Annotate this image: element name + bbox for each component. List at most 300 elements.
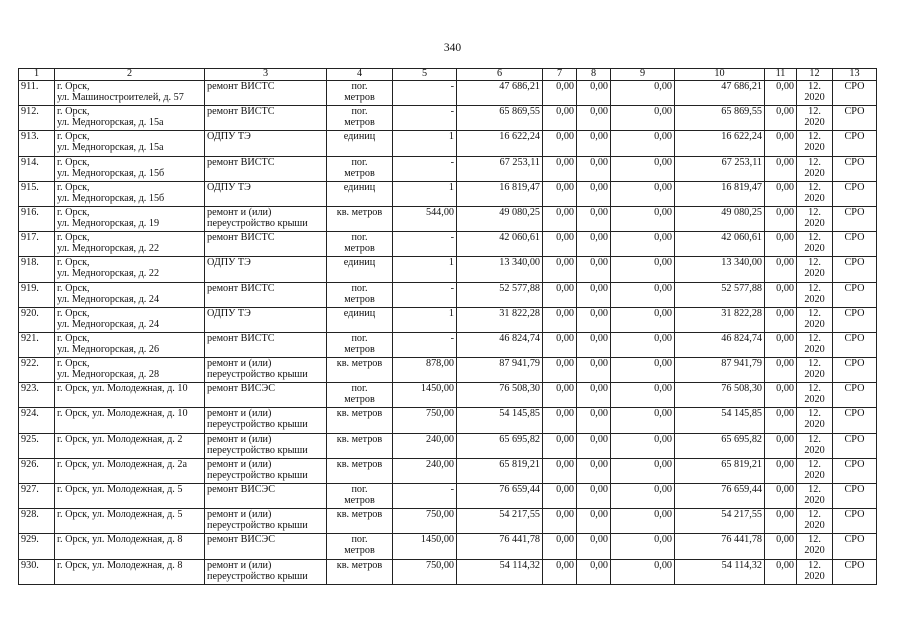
completion-date-cell-text: 2020 (804, 394, 825, 406)
work-type-cell-text: ремонт ВИСТС (207, 282, 275, 294)
column-header-4: 4 (327, 69, 393, 81)
quantity-cell (393, 332, 457, 357)
col10-value-cell (675, 282, 765, 307)
funding-source-cell (833, 131, 877, 156)
table-row (19, 282, 877, 307)
completion-date-cell-text: 2020 (804, 343, 825, 355)
address-cell-text: ул. Медногорская, д. 24 (57, 318, 160, 330)
col10-value-cell (675, 206, 765, 231)
col8-value-cell-text: 0,00 (590, 484, 608, 495)
unit-cell (327, 509, 393, 534)
col8-value-cell (577, 332, 611, 357)
col11-value-cell-text: 0,00 (776, 307, 794, 319)
col11-value-cell (765, 206, 797, 231)
quantity-cell-text: - (450, 106, 454, 118)
total-cost-cell-text: 46 824,74 (499, 332, 540, 344)
work-type-cell (205, 358, 327, 383)
address-cell-text: г. Орск, (57, 282, 90, 294)
col7-value-cell (543, 484, 577, 509)
col11-value-cell-text: 0,00 (776, 358, 794, 370)
total-cost-cell-text: 54 114,32 (499, 559, 540, 571)
quantity-cell (393, 408, 457, 433)
table-row (19, 307, 877, 332)
col8-value-cell-text: 0,00 (590, 408, 608, 420)
funding-source-cell (833, 307, 877, 332)
completion-date-cell (797, 484, 833, 509)
funding-source-cell (833, 106, 877, 131)
col7-value-cell-text: 0,00 (556, 534, 574, 546)
col9-value-cell-text: 0,00 (654, 484, 672, 495)
completion-date-cell-text: 12. (808, 81, 821, 92)
quantity-cell-text: 750,00 (425, 559, 454, 571)
total-cost-cell (457, 509, 543, 534)
unit-cell-text: метров (344, 495, 375, 506)
completion-date-cell (797, 181, 833, 206)
completion-date-cell-text: 2020 (804, 520, 825, 532)
col7-value-cell (543, 458, 577, 483)
address-cell (55, 131, 205, 156)
col11-value-cell (765, 358, 797, 383)
unit-cell-text: метров (344, 243, 375, 255)
unit-cell-text: кв. метров (336, 408, 383, 420)
col10-value-cell (675, 559, 765, 584)
total-cost-cell-text: 13 340,00 (499, 257, 540, 269)
unit-cell (327, 81, 393, 106)
col9-value-cell (611, 509, 675, 534)
row-number-text: 930. (21, 559, 39, 571)
col11-value-cell (765, 106, 797, 131)
col7-value-cell-text: 0,00 (556, 206, 574, 218)
completion-date-cell-text: 2020 (804, 243, 825, 255)
col7-value-cell-text: 0,00 (556, 559, 574, 571)
funding-source-cell-text: СРО (844, 534, 865, 546)
col8-value-cell (577, 559, 611, 584)
work-type-cell-text: переустройство крыши (207, 419, 308, 431)
unit-cell-text: кв. метров (336, 433, 383, 445)
work-type-cell-text: переустройство крыши (207, 444, 308, 456)
table-row (19, 383, 877, 408)
col9-value-cell (611, 131, 675, 156)
col7-value-cell (543, 232, 577, 257)
completion-date-cell (797, 232, 833, 257)
funding-source-cell-text: СРО (844, 383, 865, 395)
col10-value-cell (675, 232, 765, 257)
total-cost-cell-text: 52 577,88 (499, 282, 540, 294)
col9-value-cell-text: 0,00 (654, 106, 672, 118)
row-number-text: 914. (21, 156, 39, 168)
unit-cell (327, 282, 393, 307)
quantity-cell-text: 1 (448, 257, 454, 269)
work-type-cell-text: ремонт ВИСТС (207, 156, 275, 168)
quantity-cell-text: 1450,00 (420, 534, 454, 546)
col7-value-cell-text: 0,00 (556, 257, 574, 269)
row-number-text: 917. (21, 232, 39, 244)
completion-date-cell-text: 2020 (804, 444, 825, 456)
quantity-cell (393, 257, 457, 282)
col8-value-cell (577, 181, 611, 206)
col7-value-cell-text: 0,00 (556, 509, 574, 521)
total-cost-cell (457, 383, 543, 408)
unit-cell-text: кв. метров (336, 559, 383, 571)
unit-cell-text: кв. метров (336, 509, 383, 521)
total-cost-cell (457, 257, 543, 282)
unit-cell (327, 131, 393, 156)
quantity-cell-text: - (450, 81, 454, 92)
address-cell (55, 458, 205, 483)
completion-date-cell-text: 12. (808, 282, 821, 294)
total-cost-cell (457, 484, 543, 509)
address-cell (55, 282, 205, 307)
quantity-cell-text: 1 (448, 181, 454, 193)
funding-source-cell-text: СРО (844, 509, 865, 521)
unit-cell-text: единиц (343, 307, 376, 319)
row-number-text: 927. (21, 484, 39, 495)
work-type-cell-text: ремонт ВИСЭС (207, 383, 276, 395)
unit-cell-text: пог. (351, 383, 368, 395)
work-type-cell-text: ОДПУ ТЭ (207, 181, 251, 193)
unit-cell (327, 307, 393, 332)
col9-value-cell-text: 0,00 (654, 131, 672, 143)
work-type-cell (205, 181, 327, 206)
address-cell-text: г. Орск, (57, 206, 90, 218)
quantity-cell-text: - (450, 484, 454, 495)
total-cost-cell (457, 282, 543, 307)
total-cost-cell-text: 76 659,44 (499, 484, 540, 495)
col10-value-cell (675, 534, 765, 559)
col11-value-cell (765, 383, 797, 408)
unit-cell (327, 232, 393, 257)
quantity-cell (393, 509, 457, 534)
col8-value-cell-text: 0,00 (590, 358, 608, 370)
completion-date-cell (797, 156, 833, 181)
col10-value-cell-text: 76 508,30 (721, 383, 762, 395)
table-row (19, 156, 877, 181)
column-header-1: 1 (19, 69, 55, 81)
total-cost-cell-text: 65 819,21 (499, 458, 540, 470)
completion-date-cell-text: 12. (808, 232, 821, 244)
column-header-6: 6 (457, 69, 543, 81)
col11-value-cell (765, 81, 797, 106)
quantity-cell (393, 81, 457, 106)
col9-value-cell (611, 307, 675, 332)
total-cost-cell (457, 156, 543, 181)
row-number (19, 534, 55, 559)
col7-value-cell (543, 307, 577, 332)
work-type-cell-text: ОДПУ ТЭ (207, 257, 251, 269)
col8-value-cell (577, 383, 611, 408)
unit-cell-text: пог. (351, 106, 368, 118)
col10-value-cell-text: 46 824,74 (721, 332, 762, 344)
funding-source-cell-text: СРО (844, 358, 865, 370)
completion-date-cell-text: 2020 (804, 268, 825, 280)
unit-cell-text: единиц (343, 131, 376, 143)
col10-value-cell-text: 52 577,88 (721, 282, 762, 294)
col8-value-cell (577, 81, 611, 106)
completion-date-cell (797, 408, 833, 433)
funding-source-cell (833, 282, 877, 307)
col11-value-cell-text: 0,00 (776, 257, 794, 269)
completion-date-cell (797, 131, 833, 156)
col9-value-cell-text: 0,00 (654, 332, 672, 344)
col9-value-cell-text: 0,00 (654, 383, 672, 395)
funding-source-cell-text: СРО (844, 181, 865, 193)
col9-value-cell (611, 534, 675, 559)
col8-value-cell-text: 0,00 (590, 156, 608, 168)
total-cost-cell-text: 49 080,25 (499, 206, 540, 218)
col10-value-cell-text: 65 869,55 (721, 106, 762, 118)
completion-date-cell-text: 12. (808, 257, 821, 269)
col7-value-cell-text: 0,00 (556, 156, 574, 168)
quantity-cell (393, 106, 457, 131)
funding-source-cell (833, 232, 877, 257)
address-cell (55, 332, 205, 357)
completion-date-cell-text: 2020 (804, 495, 825, 506)
unit-cell (327, 484, 393, 509)
address-cell-text: г. Орск, ул. Молодежная, д. 8 (57, 559, 183, 571)
col10-value-cell (675, 332, 765, 357)
address-cell-text: ул. Медногорская, д. 15б (57, 167, 165, 179)
address-cell (55, 358, 205, 383)
col9-value-cell-text: 0,00 (654, 206, 672, 218)
col8-value-cell-text: 0,00 (590, 181, 608, 193)
quantity-cell-text: 1450,00 (420, 383, 454, 395)
work-type-cell-text: ремонт ВИСЭС (207, 534, 276, 546)
address-cell-text: г. Орск, ул. Молодежная, д. 5 (57, 509, 183, 521)
total-cost-cell-text: 54 145,85 (499, 408, 540, 420)
col8-value-cell-text: 0,00 (590, 282, 608, 294)
col10-value-cell (675, 484, 765, 509)
total-cost-cell (457, 232, 543, 257)
col9-value-cell (611, 358, 675, 383)
row-number-text: 911. (21, 81, 39, 92)
column-header-2: 2 (55, 69, 205, 81)
completion-date-cell (797, 458, 833, 483)
unit-cell (327, 358, 393, 383)
completion-date-cell-text: 12. (808, 307, 821, 319)
address-cell (55, 181, 205, 206)
total-cost-cell (457, 332, 543, 357)
completion-date-cell-text: 12. (808, 433, 821, 445)
completion-date-cell-text: 12. (808, 534, 821, 546)
address-cell-text: г. Орск, (57, 257, 90, 269)
row-number-text: 916. (21, 206, 39, 218)
address-cell-text: ул. Медногорская, д. 22 (57, 243, 160, 255)
col10-value-cell (675, 181, 765, 206)
col7-value-cell (543, 559, 577, 584)
table-row (19, 106, 877, 131)
col7-value-cell (543, 282, 577, 307)
address-cell-text: ул. Медногорская, д. 15а (57, 117, 164, 129)
col8-value-cell (577, 408, 611, 433)
work-type-cell-text: ремонт ВИСТС (207, 232, 275, 244)
col9-value-cell (611, 257, 675, 282)
quantity-cell (393, 232, 457, 257)
col9-value-cell (611, 458, 675, 483)
funding-source-cell (833, 383, 877, 408)
table-row (19, 206, 877, 231)
col11-value-cell (765, 509, 797, 534)
work-type-cell-text: ремонт и (или) (207, 358, 272, 370)
col10-value-cell-text: 13 340,00 (721, 257, 762, 269)
work-type-cell (205, 332, 327, 357)
col9-value-cell-text: 0,00 (654, 534, 672, 546)
total-cost-cell-text: 16 622,24 (499, 131, 540, 143)
row-number-text: 923. (21, 383, 39, 395)
work-type-cell-text: переустройство крыши (207, 217, 308, 229)
funding-source-cell-text: СРО (844, 559, 865, 571)
table-row (19, 559, 877, 584)
total-cost-cell (457, 307, 543, 332)
col7-value-cell (543, 332, 577, 357)
address-cell (55, 534, 205, 559)
unit-cell (327, 257, 393, 282)
address-cell-text: г. Орск, (57, 131, 90, 143)
total-cost-cell-text: 16 819,47 (499, 181, 540, 193)
work-type-cell-text: переустройство крыши (207, 520, 308, 532)
col7-value-cell-text: 0,00 (556, 408, 574, 420)
col10-value-cell-text: 65 819,21 (721, 458, 762, 470)
completion-date-cell (797, 257, 833, 282)
col8-value-cell-text: 0,00 (590, 131, 608, 143)
col7-value-cell (543, 509, 577, 534)
unit-cell-text: метров (344, 394, 375, 406)
col10-value-cell (675, 131, 765, 156)
col10-value-cell-text: 31 822,28 (721, 307, 762, 319)
funding-source-cell (833, 408, 877, 433)
completion-date-cell-text: 2020 (804, 293, 825, 305)
col11-value-cell-text: 0,00 (776, 156, 794, 168)
col11-value-cell (765, 156, 797, 181)
col10-value-cell (675, 383, 765, 408)
work-type-cell-text: ремонт и (или) (207, 509, 272, 521)
quantity-cell (393, 484, 457, 509)
table-row (19, 181, 877, 206)
unit-cell-text: единиц (343, 257, 376, 269)
quantity-cell (393, 358, 457, 383)
total-cost-cell-text: 76 441,78 (499, 534, 540, 546)
total-cost-cell (457, 206, 543, 231)
table-body (19, 81, 877, 585)
table-row (19, 484, 877, 509)
address-cell (55, 484, 205, 509)
work-type-cell (205, 559, 327, 584)
table-row (19, 509, 877, 534)
funding-source-cell (833, 81, 877, 106)
completion-date-cell-text: 2020 (804, 419, 825, 431)
total-cost-cell (457, 131, 543, 156)
quantity-cell (393, 433, 457, 458)
address-cell (55, 408, 205, 433)
address-cell-text: г. Орск, (57, 81, 90, 92)
funding-source-cell-text: СРО (844, 206, 865, 218)
address-cell (55, 156, 205, 181)
unit-cell-text: пог. (351, 534, 368, 546)
work-type-cell-text: ОДПУ ТЭ (207, 307, 251, 319)
col9-value-cell-text: 0,00 (654, 282, 672, 294)
col7-value-cell-text: 0,00 (556, 332, 574, 344)
work-type-cell-text: ремонт и (или) (207, 433, 272, 445)
col8-value-cell (577, 156, 611, 181)
address-cell-text: г. Орск, ул. Молодежная, д. 2а (57, 458, 187, 470)
total-cost-cell (457, 181, 543, 206)
col7-value-cell (543, 131, 577, 156)
quantity-cell (393, 206, 457, 231)
funding-source-cell-text: СРО (844, 156, 865, 168)
page-number: 340 (443, 42, 462, 54)
col10-value-cell-text: 54 145,85 (721, 408, 762, 420)
row-number-text: 922. (21, 358, 39, 370)
row-number (19, 156, 55, 181)
total-cost-cell-text: 31 822,28 (499, 307, 540, 319)
work-type-cell-text: ОДПУ ТЭ (207, 131, 251, 143)
col8-value-cell-text: 0,00 (590, 106, 608, 118)
col8-value-cell-text: 0,00 (590, 332, 608, 344)
col8-value-cell-text: 0,00 (590, 307, 608, 319)
address-cell-text: г. Орск, ул. Молодежная, д. 10 (57, 408, 188, 420)
col8-value-cell (577, 358, 611, 383)
row-number-text: 913. (21, 131, 39, 143)
completion-date-cell-text: 2020 (804, 142, 825, 154)
completion-date-cell-text: 2020 (804, 167, 825, 179)
row-number-text: 924. (21, 408, 39, 420)
col8-value-cell-text: 0,00 (590, 81, 608, 92)
funding-source-cell (833, 206, 877, 231)
col9-value-cell (611, 559, 675, 584)
funding-source-cell-text: СРО (844, 307, 865, 319)
work-type-cell (205, 156, 327, 181)
completion-date-cell-text: 12. (808, 509, 821, 521)
column-header-11: 11 (765, 69, 797, 81)
address-cell (55, 232, 205, 257)
total-cost-cell-text: 65 695,82 (499, 433, 540, 445)
quantity-cell (393, 534, 457, 559)
funding-source-cell-text: СРО (844, 282, 865, 294)
completion-date-cell-text: 12. (808, 358, 821, 370)
total-cost-cell-text: 47 686,21 (499, 81, 540, 92)
unit-cell-text: кв. метров (336, 458, 383, 470)
col11-value-cell-text: 0,00 (776, 559, 794, 571)
col8-value-cell (577, 433, 611, 458)
col7-value-cell (543, 358, 577, 383)
funding-source-cell (833, 358, 877, 383)
address-cell-text: г. Орск, (57, 232, 90, 244)
unit-cell-text: метров (344, 92, 375, 103)
row-number-text: 912. (21, 106, 39, 118)
completion-date-cell-text: 2020 (804, 570, 825, 582)
col11-value-cell (765, 257, 797, 282)
col8-value-cell-text: 0,00 (590, 232, 608, 244)
quantity-cell-text: 240,00 (425, 458, 454, 470)
funding-source-cell-text: СРО (844, 131, 865, 143)
completion-date-cell (797, 559, 833, 584)
unit-cell-text: метров (344, 293, 375, 305)
funding-source-cell-text: СРО (844, 81, 865, 92)
quantity-cell-text: - (450, 282, 454, 294)
address-cell-text: ул. Медногорская, д. 26 (57, 343, 160, 355)
col7-value-cell (543, 257, 577, 282)
col9-value-cell (611, 181, 675, 206)
work-type-cell (205, 206, 327, 231)
col7-value-cell-text: 0,00 (556, 358, 574, 370)
work-type-cell (205, 232, 327, 257)
col7-value-cell (543, 433, 577, 458)
col7-value-cell-text: 0,00 (556, 131, 574, 143)
row-number (19, 81, 55, 106)
col11-value-cell (765, 559, 797, 584)
row-number (19, 307, 55, 332)
col10-value-cell-text: 67 253,11 (721, 156, 762, 168)
col8-value-cell-text: 0,00 (590, 383, 608, 395)
